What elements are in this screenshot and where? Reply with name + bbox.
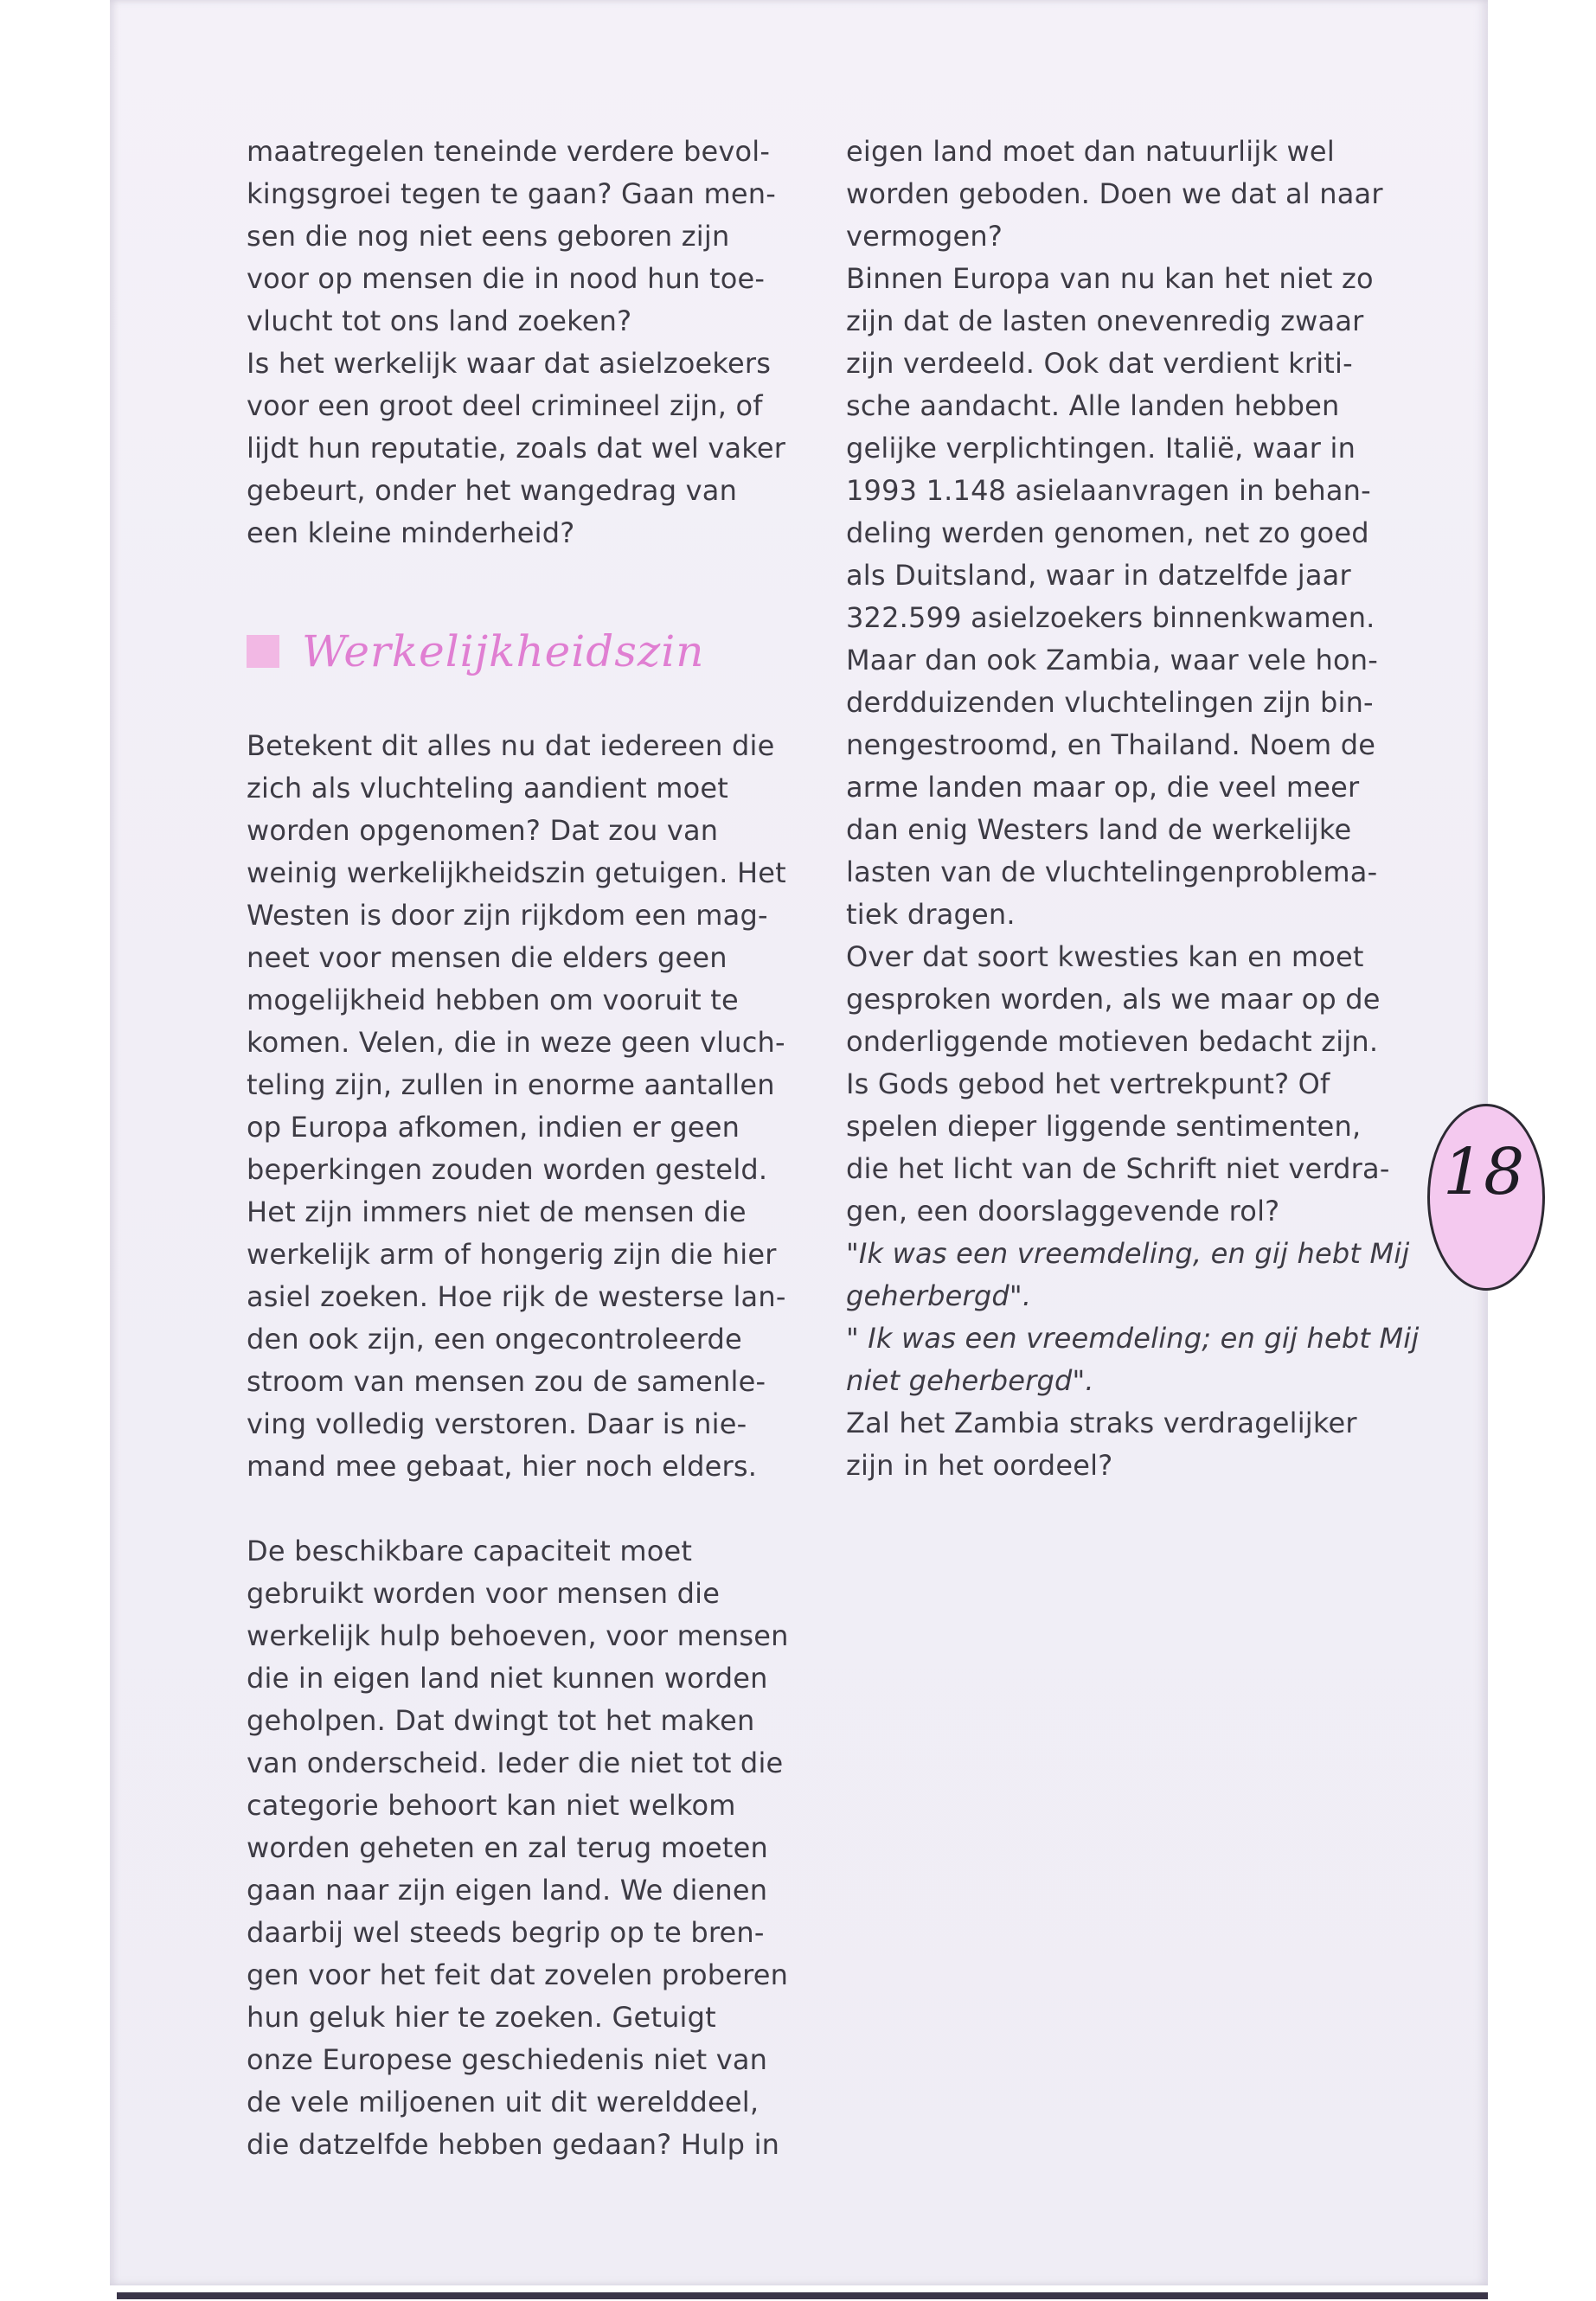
text-line: dan enig Westers land de werkelijke bbox=[846, 813, 1352, 846]
text-line: van onderscheid. Ieder die niet tot die bbox=[247, 1747, 784, 1779]
text-line: daarbij wel steeds begrip op te bren- bbox=[247, 1916, 765, 1949]
paragraph-2 bbox=[247, 725, 800, 1488]
text-line: stroom van mensen zou de samenle- bbox=[247, 1365, 766, 1398]
text-line: niet geherbergd". bbox=[846, 1364, 1094, 1397]
text-line: spelen dieper liggende sentimenten, bbox=[846, 1110, 1362, 1143]
text-line: zijn in het oordeel? bbox=[846, 1449, 1113, 1482]
text-line: "Ik was een vreemdeling, en gij hebt Mij bbox=[846, 1237, 1410, 1270]
text-line: voor een groot deel crimineel zijn, of bbox=[247, 389, 763, 422]
text-line: gebruikt worden voor mensen die bbox=[247, 1577, 721, 1610]
quote-1 bbox=[846, 1233, 1410, 1317]
text-line: asiel zoeken. Hoe rijk de westerse lan- bbox=[247, 1280, 786, 1313]
paragraph-3 bbox=[247, 1530, 800, 2166]
text-line: vlucht tot ons land zoeken? bbox=[247, 304, 632, 337]
text-line: lijdt hun reputatie, zoals dat wel vaker bbox=[247, 432, 786, 465]
text-line: die datzelfde hebben gedaan? Hulp in bbox=[247, 2128, 780, 2161]
text-line: beperkingen zouden worden gesteld. bbox=[247, 1153, 768, 1186]
text-line: gebeurt, onder het wangedrag van bbox=[247, 474, 738, 507]
paragraph-1 bbox=[247, 131, 800, 554]
text-line: zich als vluchteling aandient moet bbox=[247, 772, 729, 804]
text-line: sen die nog niet eens geboren zijn bbox=[247, 220, 730, 253]
text-line: mand mee gebaat, hier noch elders. bbox=[247, 1450, 758, 1483]
text-line: Westen is door zijn rijkdom een mag- bbox=[247, 899, 768, 932]
text-line: den ook zijn, een ongecontroleerde bbox=[247, 1323, 742, 1356]
text-line: weinig werkelijkheidszin getuigen. Het bbox=[247, 856, 786, 889]
text-line: Maar dan ook Zambia, waar vele hon- bbox=[846, 644, 1379, 676]
text-line: gen, een doorslaggevende rol? bbox=[846, 1195, 1280, 1227]
text-line: gaan naar zijn eigen land. We dienen bbox=[247, 1874, 768, 1907]
text-line: zijn verdeeld. Ook dat verdient kriti- bbox=[846, 347, 1353, 380]
text-line: arme landen maar op, die veel meer bbox=[846, 771, 1360, 804]
text-line: gen voor het feit dat zovelen proberen bbox=[247, 1958, 789, 1991]
text-line: nengestroomd, en Thailand. Noem de bbox=[846, 728, 1376, 761]
page-bottom-rule bbox=[117, 2292, 1488, 2299]
text-line: die in eigen land niet kunnen worden bbox=[247, 1662, 768, 1695]
left-column bbox=[247, 131, 800, 554]
text-line: Over dat soort kwesties kan en moet bbox=[846, 940, 1364, 973]
text-line: de vele miljoenen uit dit werelddeel, bbox=[247, 2086, 760, 2118]
text-line: 1993 1.148 asielaanvragen in behan- bbox=[846, 474, 1371, 507]
text-line: werkelijk arm of hongerig zijn die hier bbox=[247, 1238, 777, 1271]
text-line: eigen land moet dan natuurlijk wel bbox=[846, 135, 1335, 168]
text-line: gesproken worden, als we maar op de bbox=[846, 983, 1381, 1016]
text-line: ving volledig verstoren. Daar is nie- bbox=[247, 1407, 747, 1440]
text-line: Het zijn immers niet de mensen die bbox=[247, 1195, 747, 1228]
text-line: " Ik was een vreemdeling; en gij hebt Mij bbox=[846, 1322, 1420, 1355]
heading-marker-square bbox=[247, 635, 279, 668]
text-line: Is Gods gebod het vertrekpunt? Of bbox=[846, 1067, 1330, 1100]
text-line: onze Europese geschiedenis niet van bbox=[247, 2043, 768, 2076]
text-line: worden geheten en zal terug moeten bbox=[247, 1831, 768, 1864]
page-number: 18 bbox=[1443, 1135, 1525, 1209]
text-line: categorie behoort kan niet welkom bbox=[247, 1789, 736, 1822]
text-line: worden opgenomen? Dat zou van bbox=[247, 814, 719, 847]
text-line: Betekent dit alles nu dat iedereen die bbox=[247, 729, 775, 762]
text-line: komen. Velen, die in weze geen vluch- bbox=[247, 1026, 785, 1059]
closing-paragraph bbox=[846, 1402, 1400, 1487]
text-line: mogelijkheid hebben om vooruit te bbox=[247, 984, 739, 1016]
text-line: hun geluk hier te zoeken. Getuigt bbox=[247, 2001, 716, 2034]
text-line: gelijke verplichtingen. Italië, waar in bbox=[846, 432, 1356, 465]
text-line: geherbergd". bbox=[846, 1279, 1032, 1312]
text-line: 322.599 asielzoekers binnenkwamen. bbox=[846, 601, 1375, 634]
heading-text: Werkelijkheidszin bbox=[302, 626, 705, 676]
quote-2 bbox=[846, 1317, 1420, 1402]
text-line: een kleine minderheid? bbox=[247, 516, 575, 549]
left-column-lower bbox=[247, 725, 800, 2166]
text-line: sche aandacht. Alle landen hebben bbox=[846, 389, 1340, 422]
text-line: deling werden genomen, net zo goed bbox=[846, 516, 1369, 549]
text-line: De beschikbare capaciteit moet bbox=[247, 1535, 693, 1567]
text-line: die het licht van de Schrift niet verdra- bbox=[846, 1152, 1390, 1185]
text-line: werkelijk hulp behoeven, voor mensen bbox=[247, 1619, 789, 1652]
text-line: als Duitsland, waar in datzelfde jaar bbox=[846, 559, 1351, 592]
text-line: voor op mensen die in nood hun toe- bbox=[247, 262, 766, 295]
right-paragraph bbox=[846, 131, 1400, 1233]
paragraph-gap bbox=[247, 1488, 800, 1530]
text-line: worden geboden. Doen we dat al naar bbox=[846, 177, 1383, 210]
text-line: Zal het Zambia straks verdragelijker bbox=[846, 1407, 1357, 1439]
text-line: vermogen? bbox=[846, 220, 1003, 253]
text-line: lasten van de vluchtelingenproblema- bbox=[846, 856, 1378, 888]
text-line: neet voor mensen die elders geen bbox=[247, 941, 727, 974]
text-line: derdduizenden vluchtelingen zijn bin- bbox=[846, 686, 1374, 719]
text-line: geholpen. Dat dwingt tot het maken bbox=[247, 1704, 755, 1737]
text-line: kingsgroei tegen te gaan? Gaan men- bbox=[247, 177, 776, 210]
text-line: teling zijn, zullen in enorme aantallen bbox=[247, 1068, 775, 1101]
right-column bbox=[846, 131, 1420, 1487]
text-line: Is het werkelijk waar dat asielzoekers bbox=[247, 347, 772, 380]
text-line: Binnen Europa van nu kan het niet zo bbox=[846, 262, 1374, 295]
section-heading bbox=[247, 621, 704, 682]
text-line: zijn dat de lasten onevenredig zwaar bbox=[846, 304, 1364, 337]
text-line: maatregelen teneinde verdere bevol- bbox=[247, 135, 771, 168]
text-line: onderliggende motieven bedacht zijn. bbox=[846, 1025, 1379, 1058]
text-line: op Europa afkomen, indien er geen bbox=[247, 1111, 740, 1144]
text-line: tiek dragen. bbox=[846, 898, 1016, 931]
